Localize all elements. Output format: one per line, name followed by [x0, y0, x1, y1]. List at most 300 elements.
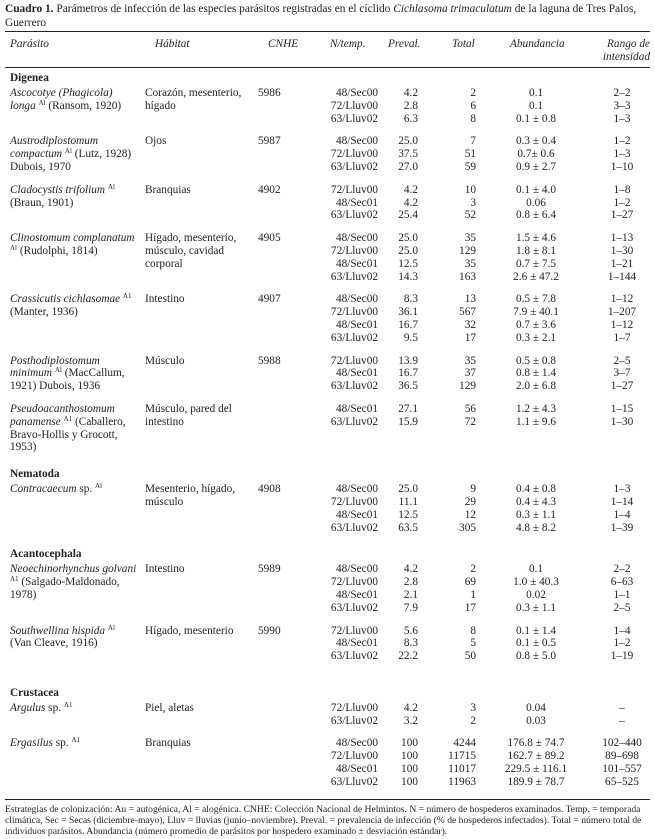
cell-rango: 1–207 [607, 306, 637, 319]
cell-preval: 12.5 [398, 257, 418, 270]
cell-ntemp: 63/Lluv02 [330, 209, 378, 222]
cell-rango: 3–7 [613, 367, 631, 380]
cell-abundancia: 162.7 ± 89.2 [507, 750, 565, 763]
group-heading: Acantocephala [10, 548, 82, 561]
cell-abundancia: 0.5 ± 0.8 [515, 354, 557, 367]
species-block [0, 232, 655, 293]
cell-ntemp: 72/Lluv00 [330, 148, 378, 161]
caption-text-end: de la laguna de Tres Palos, Guerrero [5, 3, 637, 29]
cell-total: 567 [459, 306, 476, 319]
cell-preval: 22.2 [398, 650, 418, 663]
parasite-name [0, 702, 145, 728]
table-header [0, 32, 655, 67]
group-heading: Digenea [10, 72, 49, 84]
cell-total: 37 [464, 367, 476, 380]
cell-abundancia: 0.06 [526, 196, 546, 209]
cnhe: 5989 [258, 563, 281, 576]
cell-preval: 12.5 [398, 508, 418, 521]
cell-rango: 1–15 [610, 402, 634, 415]
parasite-name [0, 563, 145, 614]
table-row [298, 403, 655, 416]
cell-total: 2 [470, 563, 476, 576]
table-row [298, 319, 655, 332]
cell-rango: – [619, 701, 625, 714]
cell-abundancia: 0.1 ± 1.4 [515, 624, 557, 637]
cell-abundancia: 0.8 ± 5.0 [515, 650, 557, 663]
cell-preval: 2.8 [403, 576, 418, 589]
cell-rango: 2–5 [613, 601, 631, 614]
species-block [0, 403, 655, 464]
cell-rango: 65–525 [605, 775, 639, 788]
header-parasito: Parásito [10, 38, 49, 50]
cnhe: 4907 [258, 293, 281, 306]
cell-ntemp: 48/Sec00 [335, 737, 378, 750]
header-rango-1: Rango de [607, 38, 650, 50]
table-row [298, 602, 655, 615]
cell-rango: 1–39 [610, 521, 634, 534]
species-sp: sp. [76, 483, 93, 496]
species-authority: (Rudolphi, 1814) [17, 244, 98, 257]
cell-preval: 5.6 [403, 624, 418, 637]
species-authority: (Manter, 1936) [10, 306, 78, 319]
cnhe: 4908 [258, 483, 281, 496]
cell-abundancia: 0.7± 0.6 [517, 148, 555, 161]
table-row [298, 763, 655, 776]
cell-rango: 101–557 [602, 763, 642, 776]
cell-rango: 89–698 [605, 750, 639, 763]
cell-abundancia: 2.0 ± 6.8 [515, 380, 557, 393]
header-rango [594, 38, 650, 63]
habitat: Branquias [145, 737, 191, 750]
cell-total: 4244 [453, 737, 476, 750]
cell-preval: 2.8 [403, 99, 418, 112]
cell-ntemp: 72/Lluv00 [330, 183, 378, 196]
cell-abundancia: 0.3 ± 2.1 [515, 331, 557, 344]
species-block [0, 483, 655, 544]
cell-preval: 100 [401, 750, 418, 763]
cell-abundancia: 0.7 ± 3.6 [515, 318, 557, 331]
cell-preval: 27.1 [398, 402, 418, 415]
table-row [298, 576, 655, 589]
cell-abundancia: 0.3 ± 0.4 [515, 135, 557, 148]
cell-ntemp: 48/Sec00 [335, 563, 378, 576]
species-italic: Clinostomum complanatum [10, 232, 135, 245]
cell-ntemp: 72/Lluv00 [330, 750, 378, 763]
cell-ntemp: 48/Sec01 [335, 508, 378, 521]
cell-rango: – [619, 714, 625, 727]
cell-preval: 4.2 [403, 196, 418, 209]
cell-ntemp: 72/Lluv00 [330, 244, 378, 257]
colonization-strategy: A1 [10, 575, 19, 584]
cell-ntemp: 48/Sec01 [335, 763, 378, 776]
group-heading: Crustacea [10, 686, 59, 699]
table-row [298, 293, 655, 306]
cell-preval: 36.1 [398, 306, 418, 319]
header-habitat: Hábitat [155, 38, 190, 50]
bottom-rule [5, 799, 650, 800]
cell-total: 12 [464, 508, 476, 521]
species-block [0, 87, 655, 135]
cell-total: 5 [470, 637, 476, 650]
header-abundancia: Abundancia [510, 38, 565, 50]
cell-total: 129 [459, 380, 476, 393]
header-ntemp: N/temp. [330, 38, 366, 50]
cell-preval: 25.0 [398, 232, 418, 245]
cell-preval: 8.3 [403, 637, 418, 650]
cell-total: 35 [464, 354, 476, 367]
habitat: Hígado, mesenterio, músculo, cavidad corporal [145, 232, 237, 270]
cell-abundancia: 0.3 ± 1.1 [515, 508, 557, 521]
header-preval: Preval. [388, 38, 421, 50]
cell-abundancia: 176.8 ± 74.7 [507, 737, 565, 750]
table-row [298, 589, 655, 602]
species-block [0, 563, 655, 624]
cell-rango: 1–21 [610, 257, 634, 270]
species-block [0, 184, 655, 232]
cell-total: 2 [470, 714, 476, 727]
cnhe [258, 403, 298, 454]
cell-abundancia: 2.6 ± 47.2 [513, 270, 559, 283]
cell-ntemp: 63/Lluv02 [330, 415, 378, 428]
cell-ntemp: 63/Lluv02 [330, 270, 378, 283]
cell-ntemp: 48/Sec01 [335, 402, 378, 415]
caption-species: Cichlasoma trimaculatum [393, 3, 512, 15]
species-block [0, 135, 655, 183]
species-italic: Ergasilus [10, 737, 53, 750]
cell-rango: 6–63 [610, 576, 634, 589]
cell-total: 50 [464, 650, 476, 663]
cell-total: 59 [464, 160, 476, 173]
table-body [0, 70, 655, 799]
cell-preval: 100 [401, 763, 418, 776]
cell-ntemp: 48/Sec01 [335, 318, 378, 331]
cell-ntemp: 48/Sec00 [335, 483, 378, 496]
cell-preval: 3.2 [403, 714, 418, 727]
cell-ntemp: 72/Lluv00 [330, 99, 378, 112]
table-row [298, 148, 655, 161]
table-row [298, 380, 655, 393]
table-row [298, 702, 655, 715]
cnhe: 4902 [258, 183, 281, 196]
cell-abundancia: 229.5 ± 116.1 [504, 763, 568, 776]
habitat: Músculo, pared del intestino [145, 402, 232, 428]
cell-rango: 102–440 [602, 737, 642, 750]
species-block [0, 702, 655, 738]
cell-total: 29 [464, 495, 476, 508]
table-row [298, 637, 655, 650]
cell-total: 129 [459, 244, 476, 257]
habitat: Piel, aletas [145, 701, 194, 714]
table-row [298, 161, 655, 174]
cell-abundancia: 0.1 ± 0.8 [515, 112, 557, 125]
cell-preval: 15.9 [398, 415, 418, 428]
species-italic: Southwellina hispida [10, 624, 106, 637]
cell-rango: 1–2 [613, 196, 631, 209]
cell-ntemp: 48/Sec00 [335, 135, 378, 148]
header-rule [5, 67, 650, 68]
cell-ntemp: 48/Sec01 [335, 637, 378, 650]
habitat: Músculo [145, 354, 185, 367]
cell-rango: 1–3 [613, 483, 631, 496]
cell-ntemp: 63/Lluv02 [330, 521, 378, 534]
cell-abundancia: 0.1 ± 4.0 [515, 183, 557, 196]
species-italic: Austrodiplostomum compactum [10, 135, 99, 161]
parasite-name [0, 355, 145, 393]
cell-rango: 1–10 [610, 160, 634, 173]
colonization-strategy: Al [10, 243, 17, 252]
cnhe: 5990 [258, 624, 281, 637]
cell-ntemp: 63/Lluv02 [330, 650, 378, 663]
cell-rango: 1–4 [613, 624, 631, 637]
cell-rango: 1–3 [613, 148, 631, 161]
cnhe: 4905 [258, 232, 281, 245]
habitat: Branquias [145, 183, 191, 196]
table-row [298, 100, 655, 113]
colonization-strategy: Al [38, 98, 46, 107]
cell-total: 1 [470, 588, 476, 601]
table-row [298, 563, 655, 576]
parasite-name [0, 135, 145, 173]
cell-rango: 1–12 [610, 293, 634, 306]
parasite-name [0, 232, 145, 283]
table-row [298, 184, 655, 197]
cell-rango: 1–144 [607, 270, 637, 283]
cell-total: 6 [470, 99, 476, 112]
cell-preval: 16.7 [398, 318, 418, 331]
species-block [0, 355, 655, 403]
table-row [298, 113, 655, 126]
cell-total: 3 [470, 701, 476, 714]
cell-rango: 1–12 [610, 318, 634, 331]
colonization-strategy: A1 [63, 414, 73, 423]
cell-total: 10 [464, 183, 476, 196]
cell-preval: 36.5 [398, 380, 418, 393]
cell-ntemp: 48/Sec00 [335, 293, 378, 306]
habitat: Mesenterio, hígado, músculo [145, 483, 236, 508]
colonization-strategy: A1 [122, 292, 132, 301]
cell-total: 8 [470, 624, 476, 637]
cell-abundancia: 0.04 [526, 701, 546, 714]
cell-abundancia: 7.9 ± 40.1 [513, 306, 559, 319]
cell-abundancia: 189.9 ± 78.7 [507, 775, 565, 788]
species-italic: Pseudoacanthostomum panamense [10, 402, 115, 428]
parasite-name [0, 625, 145, 663]
cell-abundancia: 0.3 ± 1.1 [515, 601, 557, 614]
parasite-name [0, 184, 145, 222]
group-heading: Nematoda [10, 468, 60, 481]
cell-total: 17 [464, 601, 476, 614]
cell-total: 163 [459, 270, 476, 283]
cell-abundancia: 0.7 ± 7.5 [515, 257, 557, 270]
cell-rango: 1–2 [613, 637, 631, 650]
table-row [298, 209, 655, 222]
cell-rango: 1–27 [610, 380, 634, 393]
cell-abundancia: 0.4 ± 4.3 [515, 495, 557, 508]
table-row [298, 245, 655, 258]
cell-ntemp: 63/Lluv02 [330, 160, 378, 173]
cell-rango: 1–19 [610, 650, 634, 663]
cell-preval: 7.9 [403, 601, 418, 614]
cell-total: 35 [464, 257, 476, 270]
cell-ntemp: 48/Sec01 [335, 257, 378, 270]
species-authority: (Caballero, Bravo-Hollis y Grocott, 1953) [10, 415, 126, 454]
caption-text: Parámetros de infección de las especies parásitos registradas en el cíclido [53, 3, 394, 15]
cell-total: 69 [464, 576, 476, 589]
cell-ntemp: 72/Lluv00 [330, 624, 378, 637]
species-block [0, 293, 655, 354]
cell-abundancia: 1.0 ± 40.3 [513, 576, 559, 589]
cell-rango: 3–3 [613, 99, 631, 112]
cell-abundancia: 0.4 ± 0.8 [515, 483, 557, 496]
cell-preval: 25.0 [398, 244, 418, 257]
cell-ntemp: 48/Sec01 [335, 196, 378, 209]
cell-abundancia: 4.8 ± 8.2 [515, 521, 557, 534]
cell-preval: 8.3 [403, 293, 418, 306]
cell-abundancia: 0.02 [526, 588, 546, 601]
cell-abundancia: 0.9 ± 2.7 [515, 160, 557, 173]
cell-abundancia: 0.03 [526, 714, 546, 727]
cell-total: 13 [464, 293, 476, 306]
habitat: Hígado, mesenterio [145, 624, 234, 637]
table-row [298, 650, 655, 663]
species-sp: sp. [45, 701, 62, 714]
cell-rango: 2–5 [613, 354, 631, 367]
cell-abundancia: 0.1 [528, 563, 544, 576]
table-row [298, 355, 655, 368]
cell-total: 35 [464, 232, 476, 245]
cell-rango: 1–1 [613, 588, 631, 601]
table-row [298, 625, 655, 638]
species-authority: (Van Cleave, 1916) [10, 637, 98, 650]
cell-abundancia: 1.1 ± 9.6 [515, 415, 557, 428]
parasite-name [0, 293, 145, 344]
cell-total: 11963 [448, 775, 476, 788]
cell-ntemp: 72/Lluv00 [330, 701, 378, 714]
cell-preval: 2.1 [403, 588, 418, 601]
table-row [298, 197, 655, 210]
cell-ntemp: 48/Sec00 [335, 232, 378, 245]
cnhe: 5986 [258, 87, 281, 99]
species-italic: Crassicutis cichlasomae [10, 293, 121, 306]
habitat: Corazón, mesenterio, hígado [145, 87, 242, 112]
table-row [298, 750, 655, 763]
footnote: Estrategias de colonización: Au = autogénica, Al = alogénica. CNHE: Colección Nacional de Helmintos. N = número de hospederos examinados. Temp. = temporada climática, Sec = Secas (diciembre-mayo), Lluv = lluvias (junio–noviembre). Preval. = prevalencia de infección (% de hospederos infectados). Total = número total de individuos parásitos. Abundancia (número promedio de parásitos por hospedero examinado ± desviación estándar). [5, 803, 642, 838]
cell-ntemp: 63/Lluv02 [330, 601, 378, 614]
cell-ntemp: 63/Lluv02 [330, 331, 378, 344]
habitat: Intestino [145, 293, 185, 306]
cell-rango: 1–30 [610, 244, 634, 257]
cnhe: 5987 [258, 135, 281, 148]
cell-preval: 9.5 [403, 331, 418, 344]
cell-preval: 25.4 [398, 209, 418, 222]
cell-ntemp: 72/Lluv00 [330, 495, 378, 508]
cell-ntemp: 63/Lluv02 [330, 380, 378, 393]
cell-total: 11017 [448, 763, 476, 776]
cell-abundancia: 0.1 [528, 87, 544, 99]
cell-preval: 63.5 [398, 521, 418, 534]
cell-total: 8 [470, 112, 476, 125]
header-rango-2: intensidad [602, 50, 650, 63]
cell-total: 7 [470, 135, 476, 148]
cell-rango: 1–14 [610, 495, 634, 508]
table-row [298, 483, 655, 496]
colonization-strategy: A1 [71, 736, 80, 745]
cell-rango: 1–27 [610, 209, 634, 222]
species-authority: (Salgado-Maldonado, 1978) [10, 576, 120, 601]
colonization-strategy: Al [107, 182, 115, 191]
header-total: Total [452, 38, 475, 50]
cell-abundancia: 1.8 ± 8.1 [515, 244, 557, 257]
table-row [298, 522, 655, 535]
cell-rango: 1–4 [613, 508, 631, 521]
cell-preval: 4.2 [403, 701, 418, 714]
cell-ntemp: 63/Lluv02 [330, 775, 378, 788]
cell-abundancia: 0.5 ± 7.8 [515, 293, 557, 306]
table-row [298, 258, 655, 271]
cell-total: 17 [464, 331, 476, 344]
cell-total: 51 [464, 148, 476, 161]
cell-ntemp: 63/Lluv02 [330, 112, 378, 125]
cell-preval: 4.2 [403, 87, 418, 99]
cell-rango: 1–3 [613, 112, 631, 125]
cell-preval: 13.9 [398, 354, 418, 367]
cell-abundancia: 1.2 ± 4.3 [515, 402, 557, 415]
table-row [298, 332, 655, 345]
parasite-name [0, 483, 145, 534]
parasite-name [0, 87, 145, 125]
table-row [298, 416, 655, 429]
colonization-strategy: Al [64, 147, 72, 156]
cell-ntemp: 72/Lluv00 [330, 306, 378, 319]
table-row [298, 496, 655, 509]
cell-preval: 4.2 [403, 563, 418, 576]
table-row [298, 737, 655, 750]
cell-preval: 100 [401, 775, 418, 788]
species-authority: (Braun, 1901) [10, 196, 74, 209]
cell-preval: 4.2 [403, 183, 418, 196]
cell-total: 3 [470, 196, 476, 209]
cell-rango: 2–2 [613, 87, 631, 99]
cell-rango: 1–8 [613, 183, 631, 196]
species-italic: Cladocystis trifolium [10, 183, 106, 196]
species-sp: sp. [52, 737, 69, 750]
header-cnhe: CNHE [268, 38, 299, 50]
colonization-strategy: Al [95, 482, 103, 491]
table-caption [0, 0, 655, 31]
table-row [298, 776, 655, 789]
species-italic: Contracaecum [10, 483, 77, 496]
cell-preval: 37.5 [398, 148, 418, 161]
cell-rango: 1–7 [613, 331, 631, 344]
cell-rango: 2–2 [613, 563, 631, 576]
cell-abundancia: 0.1 [528, 99, 544, 112]
cell-rango: 1–2 [613, 135, 631, 148]
cell-abundancia: 1.5 ± 4.6 [515, 232, 557, 245]
species-authority: (Ransom, 1920) [45, 99, 122, 112]
table-row [298, 367, 655, 380]
cnhe [258, 737, 298, 788]
table-row [298, 715, 655, 728]
species-italic: Posthodiplostomum minimum [10, 354, 100, 380]
table-row [298, 232, 655, 245]
cell-preval: 11.1 [398, 495, 418, 508]
cell-ntemp: 63/Lluv02 [330, 714, 378, 727]
cell-ntemp: 48/Sec01 [335, 588, 378, 601]
cell-total: 2 [470, 87, 476, 99]
colonization-strategy: Al [54, 366, 62, 375]
cell-total: 32 [464, 318, 476, 331]
cell-abundancia: 0.1 ± 0.5 [515, 637, 557, 650]
